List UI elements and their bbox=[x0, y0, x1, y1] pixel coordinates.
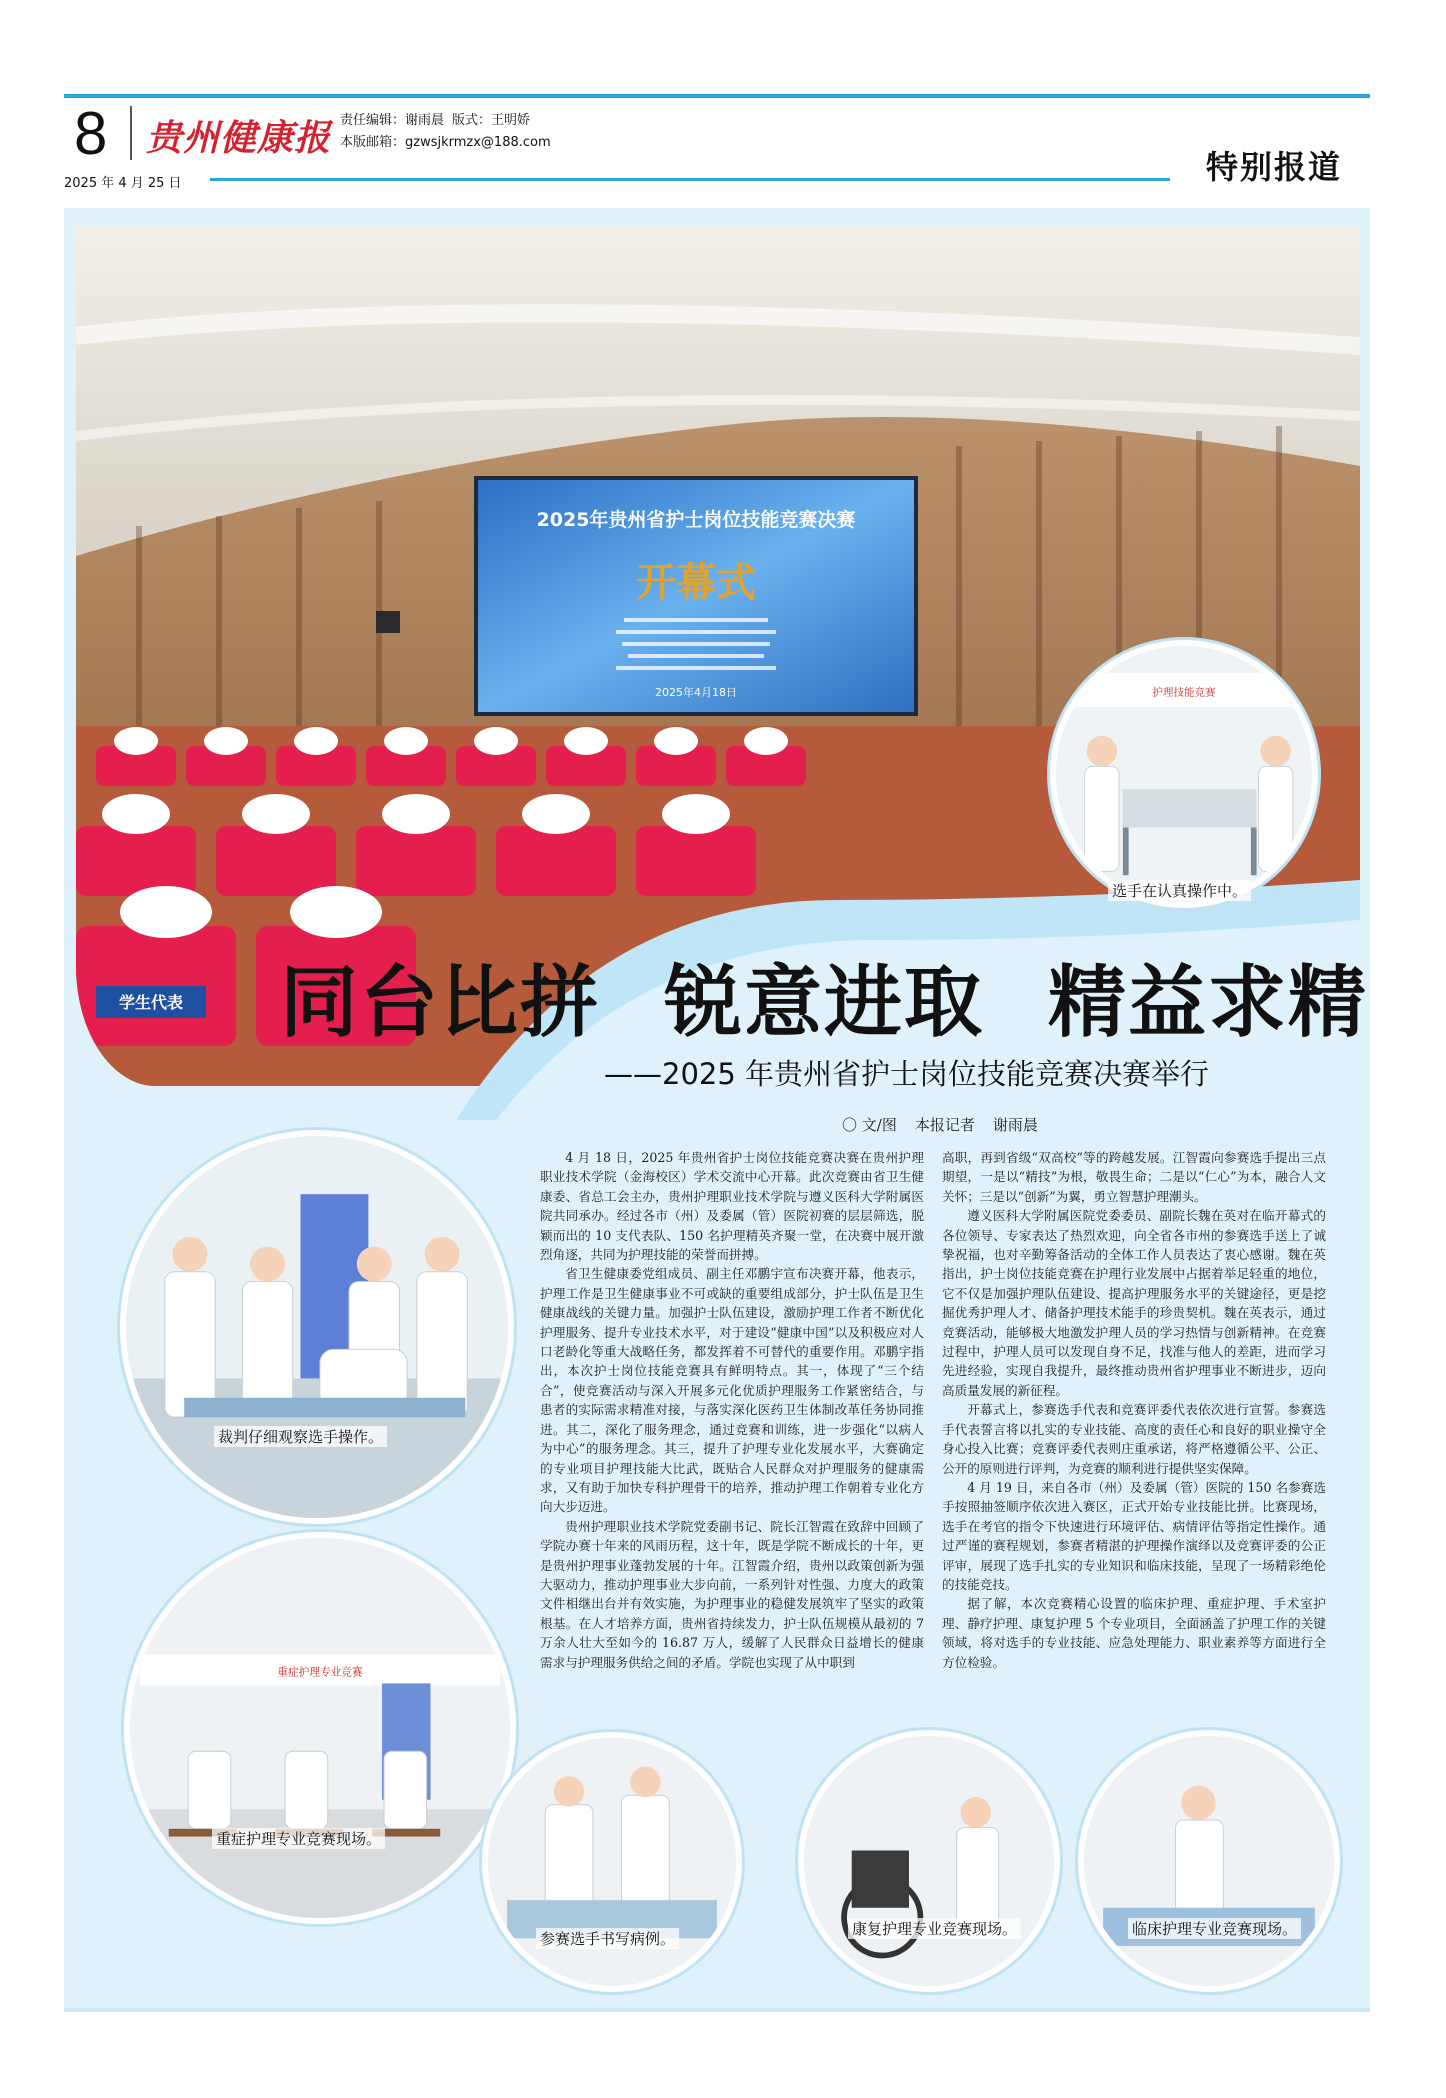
article-paragraph: 开幕式上，参赛选手代表和竞赛评委代表依次进行宣誓。参赛选手代表誓言将以扎实的专业技能、高度的责任心和良好的职业操守全身心投入比赛；竞赛评委代表则庄重承诺，将严格遵循公平、公正、公开的原则进行评判，为竞赛的顺利进行提供坚实保障。 bbox=[942, 1402, 1326, 1476]
article-paragraph: 4 月 18 日，2025 年贵州省护士岗位技能竞赛决赛在贵州护理职业技术学院（金海校区）学术交流中心开幕。此次竞赛由省卫生健康委、省总工会主办，贵州护理职业技术学院与遵义医科大学附属医院共同承办。经过各市（州）及委属（管）医院初赛的层层筛选，脱颖而出的 10 支代表队、150 名护理精英齐聚一堂，在决赛中展开激烈角逐，共同为护理技能的荣誉而拼搏。 bbox=[540, 1150, 924, 1263]
photo-circle-bedside bbox=[1050, 640, 1318, 908]
byline-role: 本报记者 bbox=[914, 1116, 975, 1134]
svg-text:护理技能竞赛: 护理技能竞赛 bbox=[1152, 686, 1216, 699]
newspaper-logo: 贵州健康报 bbox=[146, 117, 332, 159]
masthead-top-rule bbox=[64, 94, 1370, 98]
issue-date: 2025 年 4 月 25 日 bbox=[64, 176, 182, 191]
caption-judges: 裁判仔细观察选手操作。 bbox=[214, 1426, 387, 1447]
page-number: 8 bbox=[74, 100, 108, 167]
editor-info bbox=[340, 110, 551, 154]
article-paragraph: 据了解，本次竞赛精心设置的临床护理、重症护理、手术室护理、静疗护理、康复护理 5 个专业项目，全面涵盖了护理工作的关键领域，将对选手的专业技能、应急处理能力、职业素养等方面进行全方位检验。 bbox=[942, 1596, 1326, 1670]
student-rep-sign: 学生代表 bbox=[118, 993, 184, 1012]
masthead-divider bbox=[130, 106, 132, 160]
caption-rehab: 康复护理专业竞赛现场。 bbox=[848, 1918, 1021, 1939]
photo-circle-clinical bbox=[1078, 1730, 1340, 1992]
screen-date: 2025年4月18日 bbox=[655, 686, 737, 699]
article-column-1 bbox=[540, 1148, 924, 1672]
article-paragraph: 遵义医科大学附属医院党委委员、副院长魏在英对在临开幕式的各位领导、专家表达了热烈欢迎，向全省各市州的参赛选手送上了诚挚祝福，也对辛勤筹备活动的全体工作人员表达了衷心感谢。魏在英指出，护士岗位技能竞赛在护理行业发展中占据着举足轻重的地位，它不仅是加强护理队伍建设、提高护理服务水平的关键途径，更是挖掘优秀护理人才、储备护理技术能手的珍贵契机。魏在英表示，通过竞赛活动，能够极大地激发护理人员的学习热情与创新精神。在竞赛过程中，护理人员可以发现自身不足，找准与他人的差距，进而学习先进经验，实现自我提升，最终推动贵州省护理事业不断进步，迈向高质量发展的新征程。 bbox=[942, 1208, 1326, 1398]
editor-name: 责任编辑：谢雨晨 bbox=[340, 113, 445, 128]
photo-circle-rehab bbox=[798, 1730, 1060, 1992]
article-paragraph: 省卫生健康委党组成员、副主任邓鹏宇宣布决赛开幕，他表示，护理工作是卫生健康事业不可或缺的重要组成部分，护士队伍是卫生健康战线的关键力量。加强护士队伍建设，激励护理工作者不断优化护理服务、提升专业技术水平，对于建设“健康中国”以及积极应对人口老龄化等重大战略任务，都发挥着不可替代的重要作用。邓鹏宇指出，本次护士岗位技能竞赛具有鲜明特点。其一，体现了“三个结合”，使竞赛活动与深入开展多元化优质护理服务工作紧密结合，与患者的实际需求精准对接，与落实深化医药卫生体制改革任务协同推进。其二，深化了服务理念，通过竞赛和训练，进一步强化“以病人为中心”的服务理念。其三，提升了护理专业化发展水平，大赛确定的专业项目护理技能大比武，既贴合人民群众对护理服务的健康需求，又有助于加快专科护理骨干的培养，推动护理工作朝着专业化方向大步迈进。 bbox=[540, 1266, 924, 1515]
screen-subtitle: 开幕式 bbox=[636, 559, 756, 606]
byline bbox=[842, 1114, 1056, 1135]
photo-circle-judges bbox=[120, 1130, 514, 1524]
article-paragraph: 高职，再到省级“双高校”等的跨越发展。江智霞向参赛选手提出三点期望，一是以“精技”为根，敬畏生命；二是以“仁心”为本，融合人文关怀；三是以“创新”为翼，勇立智慧护理潮头。 bbox=[942, 1150, 1326, 1204]
masthead-date-rule bbox=[210, 178, 1170, 181]
editor-email: 本版邮箱：gzwsjkrmzx@188.com bbox=[340, 135, 551, 150]
article-column-2 bbox=[942, 1148, 1326, 1672]
byline-author: 谢雨晨 bbox=[992, 1116, 1038, 1134]
article-paragraph: 4 月 19 日，来自各市（州）及委属（管）医院的 150 名参赛选手按照抽签顺序依次进入赛区，正式开始专业技能比拼。比赛现场，选手在考官的指令下快速进行环境评估、病情评估等指定性操作。通过严谨的赛程规划，参赛者精湛的护理操作演绎以及竞赛评委的公正评审，展现了选手扎实的专业知识和临床技能，呈现了一场精彩绝伦的技能竞技。 bbox=[942, 1479, 1326, 1592]
section-title: 特别报道 bbox=[1206, 148, 1343, 186]
caption-bedside: 选手在认真操作中。 bbox=[1108, 880, 1251, 901]
byline-credit: 〇 文/图 bbox=[842, 1116, 897, 1134]
subheadline: ——2025 年贵州省护士岗位技能竞赛决赛举行 bbox=[604, 1057, 1210, 1091]
svg-text:重症护理专业竞赛: 重症护理专业竞赛 bbox=[277, 1665, 363, 1679]
headline-part-2: 锐意进取 bbox=[664, 958, 985, 1048]
judges-illustration bbox=[126, 1136, 508, 1518]
caption-clinical: 临床护理专业竞赛现场。 bbox=[1128, 1918, 1301, 1939]
caption-icu: 重症护理专业竞赛现场。 bbox=[212, 1828, 385, 1849]
bedside-illustration bbox=[1056, 646, 1312, 902]
headline bbox=[280, 940, 1368, 1052]
article-paragraph: 贵州护理职业技术学院党委副书记、院长江智霞在致辞中回顾了学院办赛十年来的风雨历程，这十年，既是学院不断成长的十年，更是贵州护理事业蓬勃发展的十年。江智霞介绍，贵州以政策创新为强大驱动力，推动护理事业大步向前，一系列针对性强、力度大的政策文件相继出台并有效实施，为护理事业的稳健发展筑牢了坚实的政策根基。在人才培养方面，贵州省持续发力，护士队伍规模从最初的 7 万余人壮大至如今的 16.87 万人，缓解了人民群众日益增长的健康需求与护理服务供给之间的矛盾。学院也实现了从中职到 bbox=[540, 1518, 924, 1670]
photo-circle-icu bbox=[124, 1532, 516, 1924]
clinical-illustration bbox=[1084, 1736, 1334, 1986]
screen-title: 2025年贵州省护士岗位技能竞赛决赛 bbox=[536, 509, 856, 531]
layout-name: 版式：王明娇 bbox=[452, 113, 531, 128]
photo-circle-writing bbox=[482, 1732, 742, 1992]
caption-writing: 参赛选手书写病例。 bbox=[536, 1928, 679, 1949]
headline-part-1: 同台比拼 bbox=[280, 958, 601, 1048]
icu-illustration bbox=[130, 1538, 510, 1918]
panel-bottom-edge bbox=[64, 2008, 1370, 2012]
headline-part-3: 精益求精 bbox=[1048, 958, 1369, 1048]
rehab-illustration bbox=[804, 1736, 1054, 1986]
